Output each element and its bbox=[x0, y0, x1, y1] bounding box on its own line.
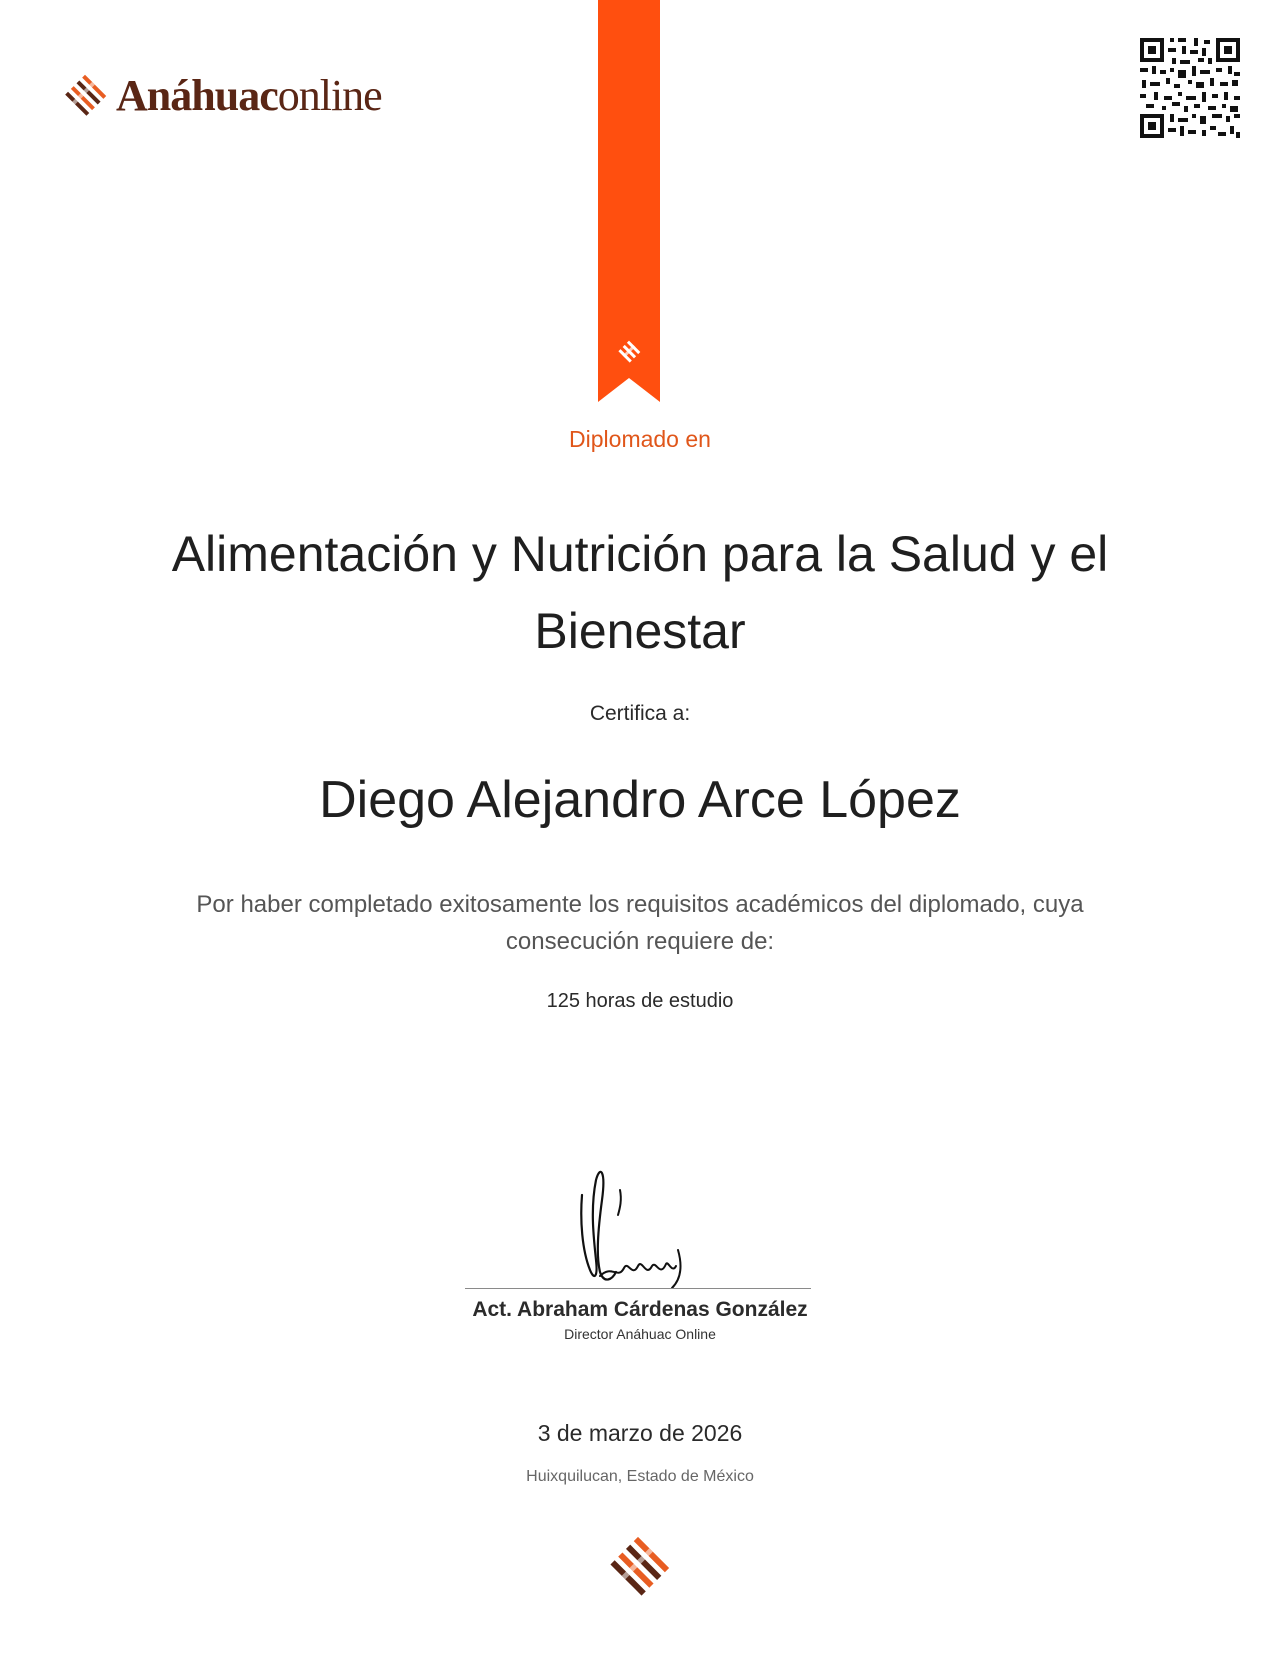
logo-wordmark bbox=[116, 71, 382, 120]
issue-place: Huixquilucan, Estado de México bbox=[526, 1468, 754, 1485]
signature-line bbox=[465, 1288, 811, 1289]
recipient-name: Diego Alejandro Arce López bbox=[319, 771, 961, 829]
program-title: Alimentación y Nutrición para la Salud y el Bienestar bbox=[171, 526, 1109, 659]
brand-logo bbox=[60, 68, 382, 124]
logo-wordmark-strong: Anáhuac bbox=[116, 71, 278, 120]
ribbon bbox=[598, 0, 660, 402]
certifies-label: Certifica a: bbox=[589, 702, 691, 725]
logo-wordmark-light: online bbox=[277, 71, 382, 120]
anahuac-logo-icon bbox=[60, 71, 110, 121]
completion-statement: Por haber completado exitosamente los requisitos académicos del diplomado, cuya consecución requiere de: bbox=[196, 891, 1084, 955]
issue-date: 3 de marzo de 2026 bbox=[537, 1420, 743, 1446]
qr-code-icon bbox=[1138, 36, 1242, 140]
signer-name: Act. Abraham Cárdenas González bbox=[472, 1298, 808, 1321]
signature-icon bbox=[560, 1160, 710, 1300]
anahuac-emblem-icon bbox=[600, 1530, 676, 1606]
signer-role: Director Anáhuac Online bbox=[564, 1326, 716, 1342]
diploma-type: Diplomado en bbox=[569, 426, 711, 452]
study-hours: 125 horas de estudio bbox=[546, 990, 734, 1012]
